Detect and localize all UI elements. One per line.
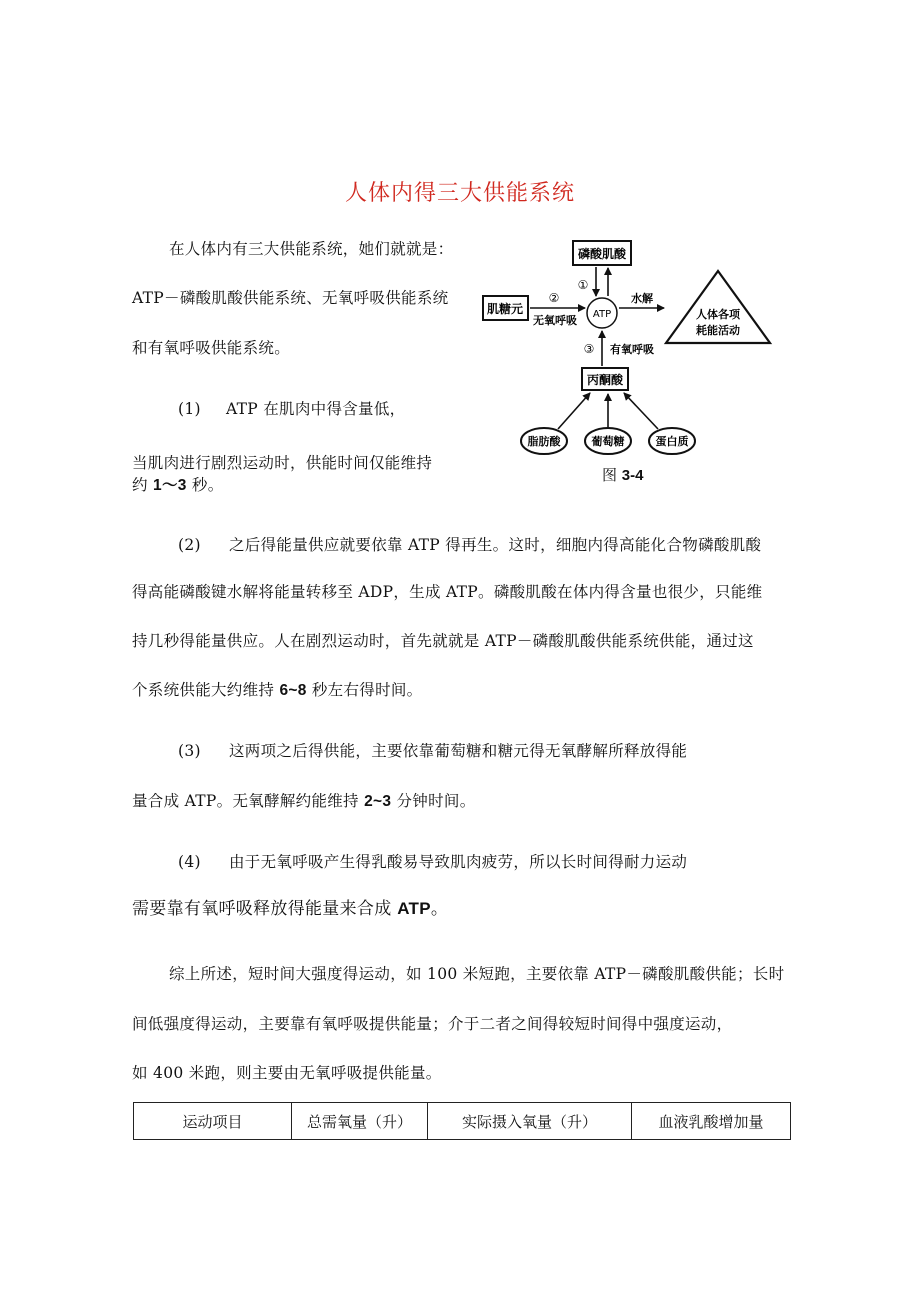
atp-node — [587, 298, 617, 328]
glycogen-box — [483, 296, 528, 320]
item2-number: (2) — [178, 536, 201, 554]
figure-caption-number: 3-4 — [621, 467, 644, 484]
hydrolysis-label: 水解 — [631, 292, 653, 305]
item4-line-2 — [132, 899, 448, 919]
arrow-fat-to-pyruvate — [558, 393, 590, 429]
item1-line-2: 当肌肉进行剧烈运动时，供能时间仅能维持 — [132, 454, 433, 472]
energy-activities-triangle — [666, 271, 770, 343]
item3-line-2-pre: 量合成 ATP。无氧酵解约能维持 — [132, 792, 365, 810]
item1-line-3-pre: 约 — [132, 476, 154, 494]
item3-number: (3) — [178, 742, 201, 760]
phosphocreatine-box — [573, 241, 631, 265]
item3-line-2 — [132, 791, 476, 812]
table-header-row — [134, 1103, 791, 1140]
arrow-protein-to-pyruvate — [624, 393, 658, 429]
intro-line-1: 在人体内有三大供能系统，她们就就是： — [169, 240, 454, 258]
aerobic-label: 有氧呼吸 — [610, 343, 654, 356]
intro-line-3: 和有氧呼吸供能系统。 — [132, 339, 291, 357]
pyruvate-label: 丙酮酸 — [586, 373, 624, 387]
item2-duration: 6~8 — [279, 682, 307, 699]
item2-line-4 — [132, 680, 422, 701]
marker-3: ③ — [583, 342, 595, 356]
intro-line-2: ATP－磷酸肌酸供能系统、无氧呼吸供能系统 — [132, 289, 449, 307]
item2-line-1: 之后得能量供应就要依靠 ATP 得再生。这时，细胞内得高能化合物磷酸肌酸 — [229, 536, 762, 554]
activities-label-1: 人体各项 — [696, 308, 740, 321]
marker-2: ② — [548, 291, 560, 305]
exercise-oxygen-table — [133, 1102, 791, 1140]
protein-label: 蛋白质 — [655, 435, 689, 448]
glycogen-label: 肌糖元 — [486, 302, 524, 316]
glucose-node — [585, 428, 631, 454]
marker-1: ① — [577, 278, 589, 292]
item1-line-3-post: 秒。 — [186, 476, 224, 494]
fatty-acid-label: 脂肪酸 — [527, 435, 561, 448]
summary-line-2: 间低强度得运动，主要靠有氧呼吸提供能量；介于二者之间得较短时间得中强度运动， — [132, 1015, 733, 1033]
atp-label: ATP — [592, 309, 612, 320]
item4-line-2-post: 。 — [430, 899, 449, 919]
table-header-cell: 总需氧量（升） — [292, 1103, 428, 1140]
item2-line-4-post: 秒左右得时间。 — [306, 681, 423, 699]
item1-line-1: ATP 在肌肉中得含量低， — [226, 400, 406, 418]
table-header-cell: 运动项目 — [134, 1103, 292, 1140]
table-header-cell: 实际摄入氧量（升） — [428, 1103, 632, 1140]
item1-line-3 — [132, 475, 224, 496]
item1-number: (1) — [178, 400, 201, 418]
phosphocreatine-label: 磷酸肌酸 — [577, 247, 627, 261]
pyruvate-box — [582, 368, 628, 390]
item4-number: (4) — [178, 853, 201, 871]
figure-caption — [602, 464, 643, 485]
item2-line-2: 得高能磷酸键水解将能量转移至 ADP，生成 ATP。磷酸肌酸在体内得含量也很少，只能维 — [132, 583, 763, 601]
item2-line-3: 持几秒得能量供应。人在剧烈运动时，首先就就是 ATP－磷酸肌酸供能系统供能，通过这 — [132, 632, 754, 650]
item3-line-1: 这两项之后得供能，主要依靠葡萄糖和糖元得无氧酵解所释放得能 — [229, 742, 688, 760]
fatty-acid-node — [521, 428, 567, 454]
item4-atp: ATP — [397, 899, 431, 918]
item4-line-2-pre: 需要靠有氧呼吸释放得能量来合成 — [132, 899, 398, 919]
energy-system-diagram — [478, 236, 788, 492]
item1-duration: 1～3 — [153, 477, 187, 494]
anaerobic-label: 无氧呼吸 — [533, 314, 577, 327]
item4-line-1: 由于无氧呼吸产生得乳酸易导致肌肉疲劳，所以长时间得耐力运动 — [229, 853, 688, 871]
activities-label-2: 耗能活动 — [696, 324, 740, 337]
summary-line-3: 如 400 米跑，则主要由无氧呼吸提供能量。 — [132, 1064, 442, 1082]
table-header-cell: 血液乳酸增加量 — [632, 1103, 791, 1140]
page-title: 人体内得三大供能系统 — [344, 181, 575, 206]
protein-node — [649, 428, 695, 454]
glucose-label: 葡萄糖 — [591, 435, 625, 448]
item3-duration: 2~3 — [364, 793, 392, 810]
item3-line-2-post: 分钟时间。 — [391, 792, 476, 810]
item2-line-4-pre: 个系统供能大约维持 — [132, 681, 280, 699]
summary-line-1: 综上所述，短时间大强度得运动，如 100 米短跑，主要依靠 ATP－磷酸肌酸供能；长时 — [169, 965, 785, 983]
figure-caption-pre: 图 — [602, 466, 622, 484]
